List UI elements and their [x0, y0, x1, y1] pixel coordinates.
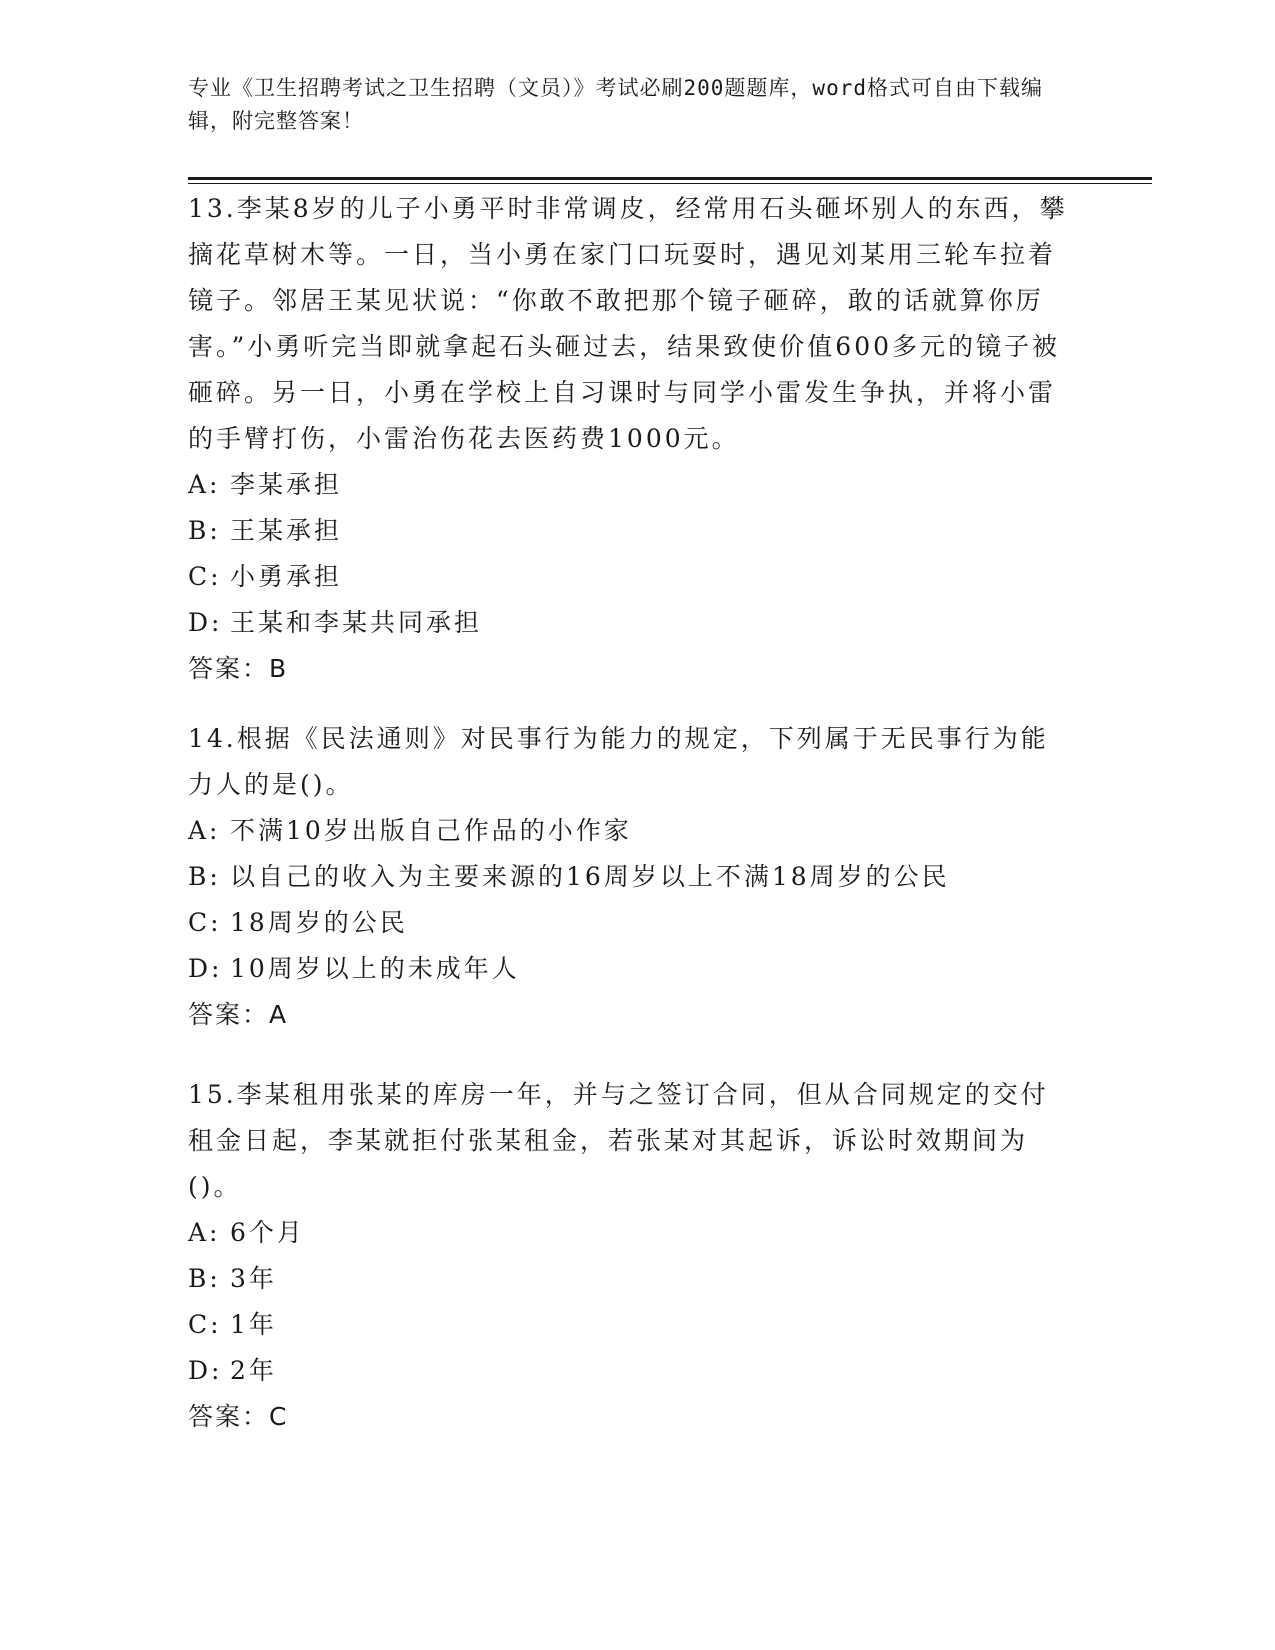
question-13 [188, 186, 1068, 692]
option-key: D: [188, 954, 223, 983]
option-text: 2年 [230, 1356, 277, 1385]
option-text: 10周岁以上的未成年人 [230, 954, 520, 983]
option-key: B: [188, 516, 221, 545]
option-key: D: [188, 1356, 223, 1385]
option-text: 3年 [230, 1264, 277, 1293]
option-a [188, 462, 1068, 508]
option-a [188, 1210, 1068, 1256]
option-b [188, 508, 1068, 554]
option-c [188, 1302, 1068, 1348]
option-key: C: [188, 562, 222, 591]
option-text: 6个月 [230, 1218, 305, 1247]
option-key: B: [188, 862, 221, 891]
option-key: A: [188, 1218, 221, 1247]
option-d [188, 1348, 1068, 1394]
option-key: B: [188, 1264, 221, 1293]
option-key: C: [188, 1310, 222, 1339]
option-text: 小勇承担 [230, 562, 343, 591]
option-b [188, 1256, 1068, 1302]
question-stem: 14.根据《民法通则》对民事行为能力的规定，下列属于无民事行为能力人的是()。 [188, 724, 1049, 799]
option-key: D: [188, 608, 223, 637]
header-divider-thin [188, 183, 1152, 184]
question-stem: 13.李某8岁的儿子小勇平时非常调皮，经常用石头砸坏别人的东西，攀摘花草树木等。一日，当小勇在家门口玩耍时，遇见刘某用三轮车拉着镜子。邻居王某见状说：“你敢不敢把那个镜子砸碎，敢的话就算你厉害。”小勇听完当即就拿起石头砸过去，结果致使价值600多元的镜子被砸碎。另一日，小勇在学校上自习课时与同学小雷发生争执，并将小雷的手臂打伤，小雷治伤花去医药费1000元。 [188, 194, 1068, 453]
option-text: 不满10岁出版自己作品的小作家 [230, 816, 632, 845]
question-15 [188, 1072, 1068, 1440]
option-text: 18周岁的公民 [230, 908, 408, 937]
option-c [188, 900, 1068, 946]
answer-line: 答案：C [188, 1402, 289, 1431]
option-key: A: [188, 470, 221, 499]
answer-line: 答案：B [188, 654, 289, 683]
option-key: C: [188, 908, 222, 937]
document-header: 专业《卫生招聘考试之卫生招聘（文员）》考试必刷200题题库，word格式可自由下载编辑，附完整答案！ [188, 76, 1043, 133]
option-text: 以自己的收入为主要来源的16周岁以上不满18周岁的公民 [230, 862, 950, 891]
option-a [188, 808, 1068, 854]
option-c [188, 554, 1068, 600]
answer-line: 答案：A [188, 1000, 289, 1029]
header-divider-thick [188, 177, 1152, 180]
option-key: A: [188, 816, 221, 845]
option-d [188, 946, 1068, 992]
option-d [188, 600, 1068, 646]
option-text: 李某承担 [230, 470, 343, 499]
option-text: 1年 [230, 1310, 277, 1339]
question-14 [188, 716, 1068, 1038]
option-text: 王某承担 [230, 516, 343, 545]
option-text: 王某和李某共同承担 [230, 608, 483, 637]
question-stem: 15.李某租用张某的库房一年，并与之签订合同，但从合同规定的交付租金日起，李某就拒付张某租金，若张某对其起诉，诉讼时效期间为()。 [188, 1080, 1049, 1201]
option-b [188, 854, 1068, 900]
